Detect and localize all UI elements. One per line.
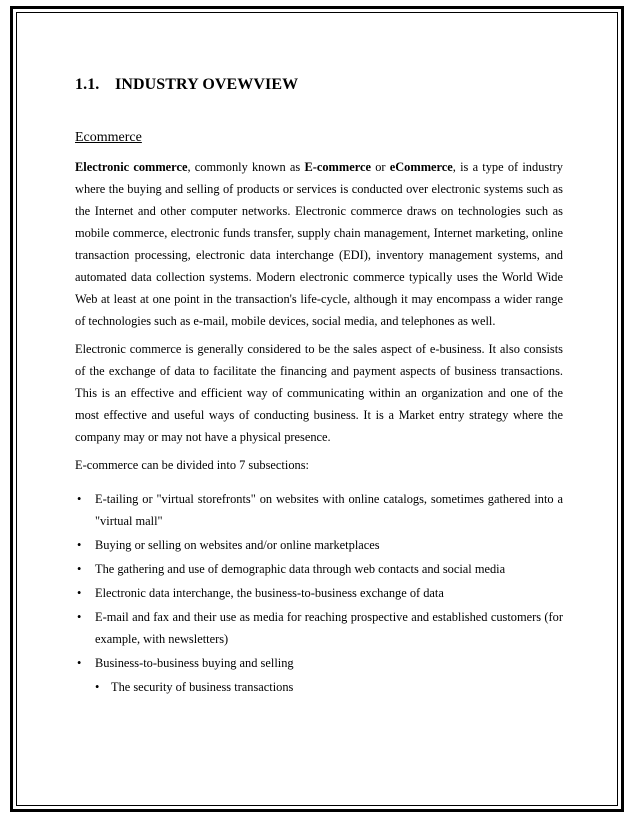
term-e-commerce: E-commerce [304,160,371,174]
document-body [75,76,563,700]
subsection-list [75,488,563,674]
list-item [75,652,563,674]
list-item [75,558,563,580]
section-title: INDUSTRY OVEWVIEW [115,76,299,93]
term-electronic-commerce: Electronic commerce [75,160,188,174]
paragraph-subsections: E-commerce can be divided into 7 subsections: [75,458,309,472]
text-fragment: or [370,160,390,174]
paragraph-intro [75,156,563,332]
bullet-icon: • [77,610,82,624]
bullet-icon: • [77,492,82,506]
list-item-text: Buying or selling on websites and/or online marketplaces [95,538,380,552]
subheading-ecommerce: Ecommerce [75,130,142,145]
paragraph-ebusiness: Electronic commerce is generally considered to be the sales aspect of e-business. It also consists of the exchange of data to facilitate the financing and payment aspects of business transactions. This is an effective and efficient way of communicating within an organization and one of the most effective and useful ways of conducting business. It is a Market entry strategy where the company may or may not have a physical presence. [75,342,563,444]
text-fragment: , commonly known as [187,160,305,174]
list-item [75,534,563,556]
list-item [75,606,563,650]
bullet-icon: • [77,586,82,600]
list-item [75,488,563,532]
bullet-icon: • [77,538,82,552]
bullet-icon: • [77,656,82,670]
list-item-text: Business-to-business buying and selling [95,656,294,670]
list-item [75,582,563,604]
list-item-text: The gathering and use of demographic data through web contacts and social media [95,562,506,576]
list-item-text: E-tailing or "virtual storefronts" on websites with online catalogs, sometimes gathered into a "virtual mall" [95,492,563,528]
bullet-icon: • [95,680,100,694]
bullet-icon: • [77,562,82,576]
list-item-text: Electronic data interchange, the business-to-business exchange of data [95,586,444,600]
text-fragment: , is a type of industry where the buying and selling of products or services is conducted over electronic systems such as the Internet and other computer networks. Electronic commerce draws on technologies such as mobile commerce, electronic funds transfer, supply chain management, Internet marketing, online transaction processing, electronic data interchange (EDI), inventory management systems, and automated data collection systems. Modern electronic commerce typically uses the World Wide Web at least at one point in the transaction's life-cycle, although it may encompass a wider range of technologies such as e-mail, mobile devices, social media, and telephones as well. [75,160,563,328]
list-item-text: E-mail and fax and their use as media for reaching prospective and established customers (for example, with newsletters) [95,610,563,646]
section-number: 1.1. [75,76,100,93]
nested-list [75,676,563,698]
section-heading [75,76,563,94]
list-item-text: The security of business transactions [111,680,294,694]
term-ecommerce: eCommerce [389,160,453,174]
list-item [75,676,563,698]
